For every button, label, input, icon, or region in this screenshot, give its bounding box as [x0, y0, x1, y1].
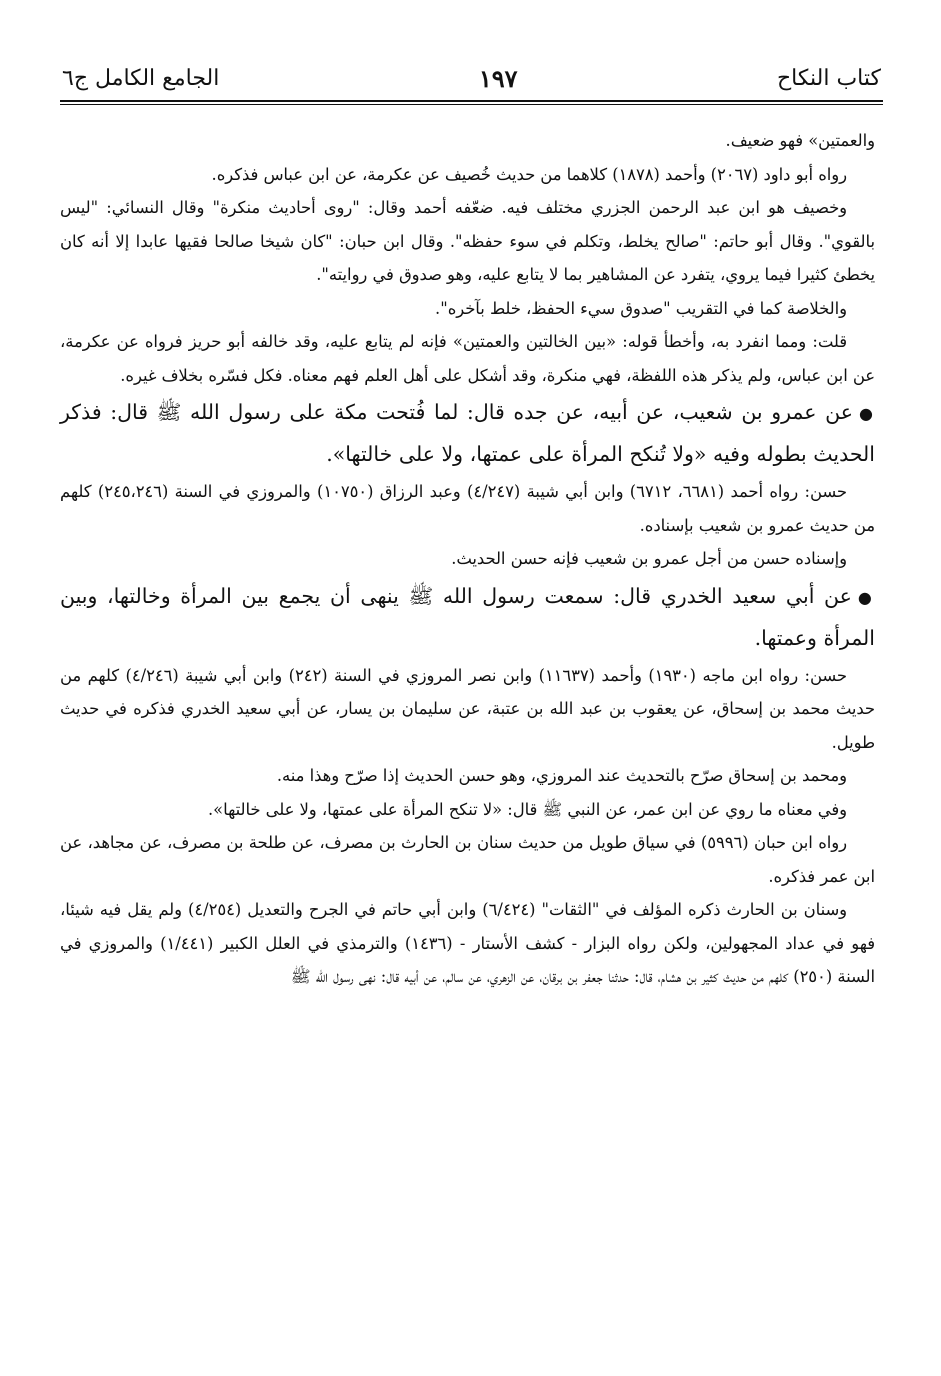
paragraph: حسن: رواه ابن ماجه (١٩٣٠) وأحمد (١١٦٣٧) وابن نصر المروزي في السنة (٢٤٢) وابن أبي شيبة (٤/٢٤٦) كلهم من حديث محمد بن إسحاق، عن يعقوب بن عبد الله بن عتبة، عن سليمان بن يسار، عن أبي سعيد الخدري فذكره في حديث طويل. — [60, 665, 875, 752]
page-header — [62, 58, 881, 98]
hadith-paragraph: ●عن عمرو بن شعيب، عن أبيه، عن جده قال: لما فُتحت مكة على رسول الله ﷺ قال: فذكر الحديث بطوله وفيه «ولا تُنكح المرأة على عمتها، ولا على خالتها». — [60, 400, 875, 466]
header-rule — [60, 100, 883, 105]
paragraph: قلت: ومما انفرد به، وأخطأ قوله: «بين الخالتين والعمتين» فإنه لم يتابع عليه، وقد خالفه أبو حريز فرواه عن عكرمة، عن ابن عباس، ولم يذكر هذه اللفظة، فهي منكرة، وقد أشكل على أهل العلم فهم معناه. فكل فسّره بخلاف غيره. — [60, 332, 875, 385]
bullet-icon: ● — [858, 404, 875, 423]
paragraph: والخلاصة كما في التقريب "صدوق سيء الحفظ، خلط بآخره". — [435, 298, 847, 318]
bullet-icon: ● — [857, 587, 875, 607]
paragraph: رواه ابن حبان (٥٩٩٦) في سياق طويل من حديث سنان بن الحارث بن مصرف، عن طلحة بن مصرف، عن مجاهد، عن ابن عمر فذكره. — [60, 833, 875, 886]
page-body — [60, 124, 875, 994]
paragraph: ومحمد بن إسحاق صرّح بالتحديث عند المروزي، وهو حسن الحديث إذا صرّح وهذا منه. — [276, 766, 847, 785]
paragraph: وخصيف هو ابن عبد الرحمن الجزري مختلف فيه. ضعّفه أحمد وقال: "روى أحاديث منكرة" وقال النسائي: "ليس بالقوي". وقال أبو حاتم: "صالح يخلط، وتكلم في سوء حفظه". وقال ابن حبان: "كان شيخا صالحا فقيها عابدا إلا أنه كان يخطئ كثيرا فيما يروي، يتفرد عن المشاهير بما لا يتابع عليه، وهو صدوق في روايته". — [60, 198, 875, 284]
hadith-paragraph: ●عن أبي سعيد الخدري قال: سمعت رسول الله ﷺ ينهى أن يجمع بين المرأة وخالتها، وبين المرأة وعمتها. — [60, 583, 875, 650]
paragraph: وفي معناه ما روي عن ابن عمر، عن النبي ﷺ قال: «لا تنكح المرأة على عمتها، ولا على خالتها». — [207, 799, 847, 819]
paragraph: وسنان بن الحارث ذكره المؤلف في "الثقات" (٦/٤٢٤) وابن أبي حاتم في الجرح والتعديل (٤/٢٥٤) ولم يقل فيه شيئا، فهو في عداد المجهولين، ولكن رواه البزار - كشف الأستار - (١٤٣٦) والترمذي في العلل الكبير (١/٤٤١) والمروزي في السنة (٢٥٠) كلهم من حديث كثير بن هشام، قال: حدثنا جعفر بن برقان، عن الزهري، عن سالم، عن أبيه قال: نهى رسول الله ﷺ — [60, 900, 875, 986]
chapter-title: كتاب النكاح — [776, 65, 881, 91]
page-number: ١٩٧ — [478, 63, 518, 93]
paragraph: حسن: رواه أحمد (٦٦٨١، ٦٧١٢) وابن أبي شيبة (٤/٢٤٧) وعبد الرزاق (١٠٧٥٠) والمروزي في السنة (٢٤٥،٢٤٦) كلهم من حديث عمرو بن شعيب بإسناده. — [60, 482, 875, 535]
paragraph: رواه أبو داود (٢٠٦٧) وأحمد (١٨٧٨) كلاهما من حديث خُصيف عن عكرمة، عن ابن عباس فذكره. — [211, 164, 847, 184]
paragraph: وإسناده حسن من أجل عمرو بن شعيب فإنه حسن الحديث. — [451, 549, 847, 568]
book-title: الجامع الكامل ج٦ — [62, 65, 220, 91]
paragraph: والعمتين» فهو ضعيف. — [725, 131, 875, 150]
